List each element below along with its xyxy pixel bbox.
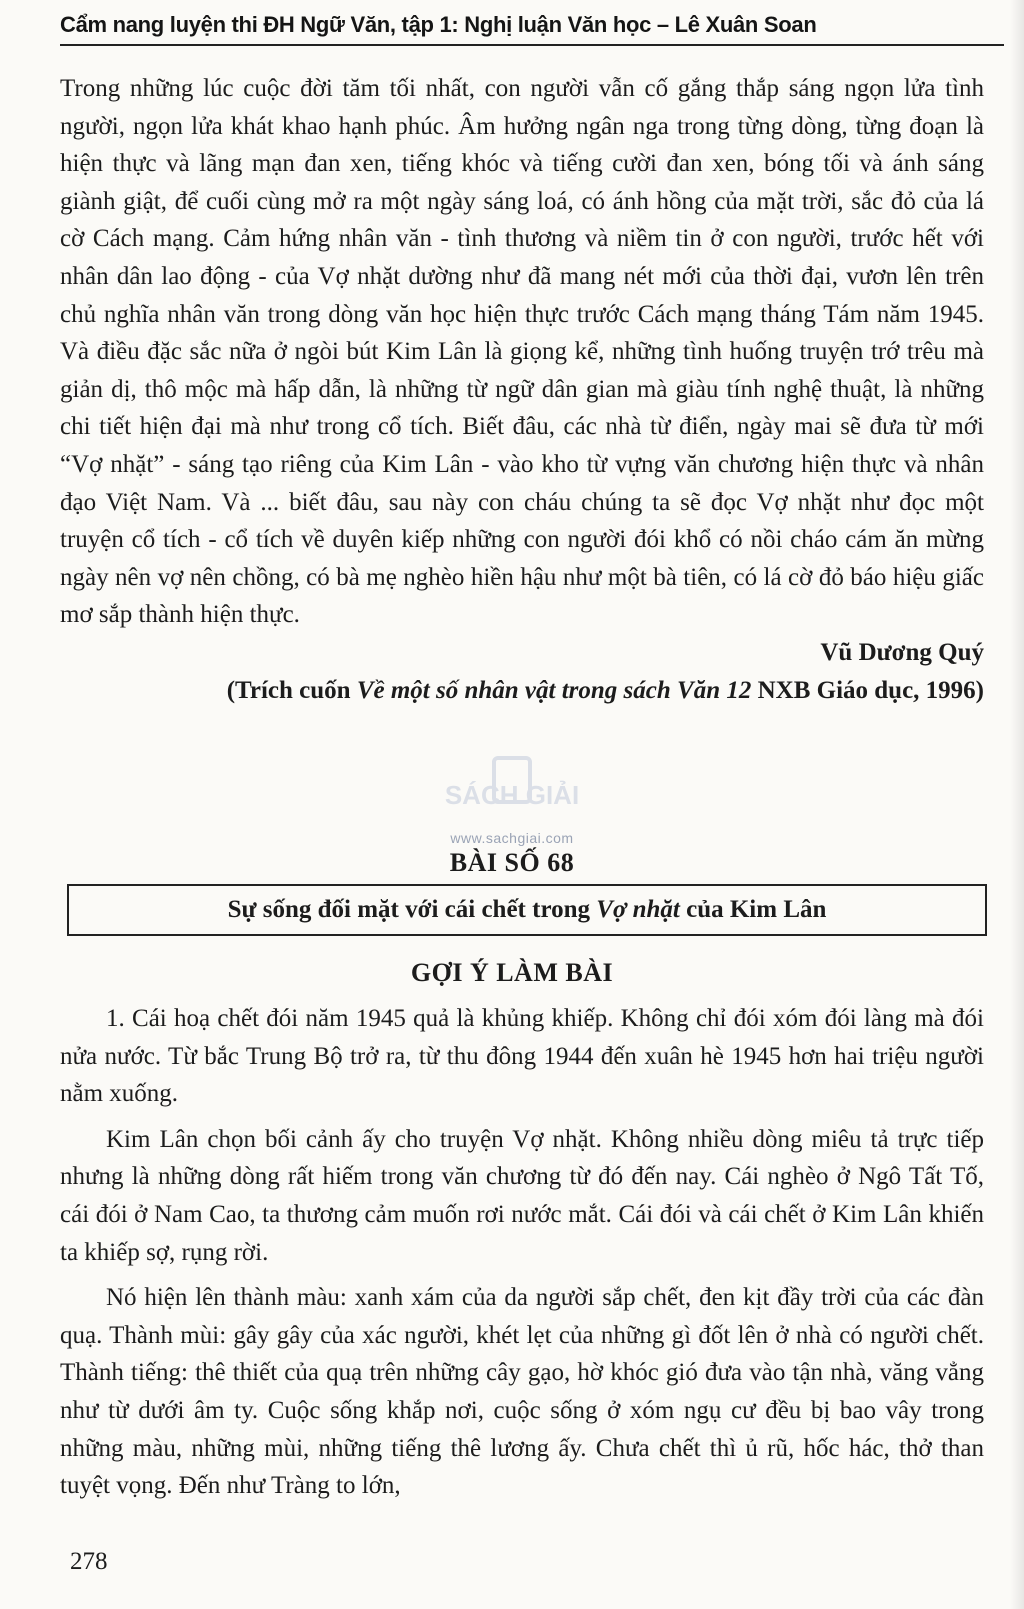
citation-book-title: Về một số nhân vật trong sách Văn 12: [356, 676, 752, 704]
excerpt-author: Vũ Dương Quý: [820, 638, 984, 666]
watermark-logo-text: SÁCH GIẢI: [444, 780, 580, 810]
citation-suffix: NXB Giáo dục, 1996): [751, 676, 984, 704]
binding-shadow: [1010, 0, 1024, 1609]
topic-title-box: [67, 884, 987, 936]
lesson-heading: BÀI SỐ 68: [449, 848, 575, 877]
guide-paragraph: 1. Cái hoạ chết đói năm 1945 quả là khủng khiếp. Không chỉ đói xóm đói làng mà đói nửa nước. Từ bắc Trung Bộ trở ra, từ thu đông 1944 đến xuân hè 1945 hơn hai triệu người nằm xuống.: [60, 1005, 984, 1108]
guide-paragraph: Nó hiện lên thành màu: xanh xám của da người sắp chết, đen kịt đầy trời của các đàn quạ. Thành mùi: gây gây của xác người, khét lẹt của những gì đốt lên ở nhà có người chết. Thành tiếng: thê thiết của quạ trên những cây gạo, hờ khóc gió đưa vào tận nhà, văng vẳng như từ dưới âm ty. Cuộc sống khắp nơi, cuộc sống ở xóm ngụ cư đều bị bao vây trong những màu, những mùi, những tiếng thê lương ấy. Chưa chết thì ủ rũ, hốc hác, thở than tuyệt vọng. Đến như Tràng to lớn,: [60, 1284, 984, 1500]
watermark-url: www.sachgiai.com: [450, 830, 574, 846]
header-rule: [60, 44, 1004, 46]
topic-work-title: Vợ nhặt: [596, 896, 680, 923]
topic-suffix: của Kim Lân: [679, 896, 827, 923]
running-header: Cẩm nang luyện thi ĐH Ngữ Văn, tập 1: Nghị luận Văn học – Lê Xuân Soan: [60, 12, 817, 37]
excerpt-citation: [60, 672, 984, 710]
watermark-logo: [412, 752, 612, 812]
guide-body: [60, 1000, 984, 1513]
excerpt-block: [60, 70, 984, 709]
guide-heading: GỢI Ý LÀM BÀI: [410, 958, 614, 987]
excerpt-paragraph: Trong những lúc cuộc đời tăm tối nhất, con người vẫn cố gắng thắp sáng ngọn lửa tình người, ngọn lửa khát khao hạnh phúc. Âm hưởng ngân nga trong từng dòng, từng đoạn là hiện thực và lãng mạn đan xen, tiếng khóc và tiếng cười đan xen, bóng tối và ánh sáng giành giật, để cuối cùng mở ra một ngày sáng loá, có ánh hồng của mặt trời, sắc đỏ của lá cờ Cách mạng. Cảm hứng nhân văn - tình thương và niềm tin ở con người, trước hết với nhân dân lao động - của Vợ nhặt dường như đã mang nét mới của thời đại, vươn lên trên chủ nghĩa nhân văn trong dòng văn học hiện thực trước Cách mạng tháng Tám năm 1945. Và điều đặc sắc nữa ở ngòi bút Kim Lân là giọng kể, những tình huống truyện trớ trêu mà giản dị, thô mộc mà hấp dẫn, là những từ ngữ dân gian mà giàu tính nghệ thuật, là những chi tiết hiện đại mà như trong cổ tích. Biết đâu, các nhà từ điển, ngày mai sẽ đưa từ mới “Vợ nhặt” - sáng tạo riêng của Kim Lân - vào kho từ vựng văn chương hiện thực và nhân đạo Việt Nam. Và ... biết đâu, sau này con cháu chúng ta sẽ đọc Vợ nhặt như đọc một truyện cổ tích - cổ tích về duyên kiếp những con người đói khổ có nồi cháo cám ăn mừng ngày nên vợ nên chồng, có bà mẹ nghèo hiền hậu như một bà tiên, có lá cờ đỏ báo hiệu giấc mơ sắp thành hiện thực.: [60, 75, 984, 629]
page-number: 278: [70, 1548, 108, 1575]
citation-prefix: (Trích cuốn: [226, 676, 357, 704]
guide-paragraph: Kim Lân chọn bối cảnh ấy cho truyện Vợ nhặt. Không nhiều dòng miêu tả trực tiếp nhưng là những dòng rất hiếm trong văn chương từ đó đến nay. Cái nghèo ở Ngô Tất Tố, cái đói ở Nam Cao, ta thương cảm muốn rơi nước mắt. Cái đói và cái chết ở Kim Lân khiến ta khiếp sợ, rụng rời.: [60, 1125, 984, 1266]
topic-prefix: Sự sống đối mặt với cái chết trong: [227, 896, 597, 923]
